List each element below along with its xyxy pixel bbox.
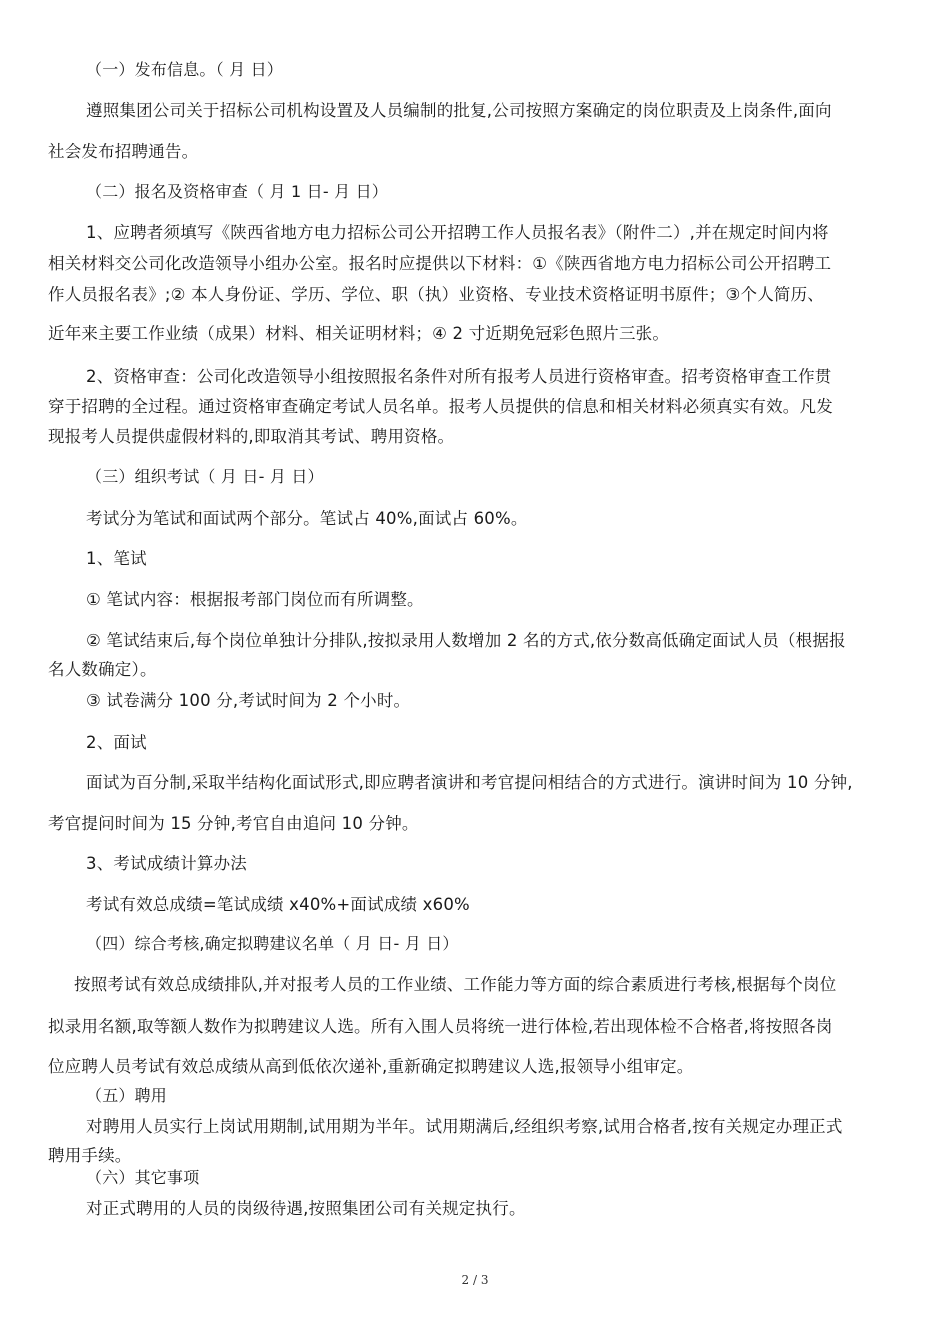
paragraph-line: 1、应聘者须填写《陕西省地方电力招标公司公开招聘工作人员报名表》（附件二）,并在规定时间内将 <box>86 223 829 242</box>
subheading-written-test: 1、笔试 <box>86 549 147 568</box>
paragraph-line: 相关材料交公司化改造领导小组办公室。报名时应提供以下材料：①《陕西省地方电力招标公司公开招聘工 <box>48 254 832 273</box>
heading-registration: （二）报名及资格审查（ 月 1 日- 月 日） <box>86 182 388 201</box>
paragraph-line: 位应聘人员考试有效总成绩从高到低依次递补,重新确定拟聘建议人选,报领导小组审定。 <box>48 1057 694 1076</box>
paragraph-line: 近年来主要工作业绩（成果）材料、相关证明材料；④ 2 寸近期免冠彩色照片三张。 <box>48 324 670 343</box>
page-number: 2 / 3 <box>461 1273 489 1287</box>
paragraph-line: 现报考人员提供虚假材料的,即取消其考试、聘用资格。 <box>48 427 455 446</box>
paragraph-line: 拟录用名额,取等额人数作为拟聘建议人选。所有入围人员将统一进行体检,若出现体检不合格者,将按照各岗 <box>48 1017 833 1036</box>
list-item: ② 笔试结束后,每个岗位单独计分排队,按拟录用人数增加 2 名的方式,依分数高低确定面试人员（根据报 <box>86 631 846 650</box>
heading-publish-info: （一）发布信息。（ 月 日） <box>86 60 283 79</box>
paragraph-line: 名人数确定）。 <box>48 660 157 679</box>
paragraph-line: 考官提问时间为 15 分钟,考官自由追问 10 分钟。 <box>48 814 419 833</box>
paragraph-line: 遵照集团公司关于招标公司机构设置及人员编制的批复,公司按照方案确定的岗位职责及上岗条件,面向 <box>86 101 832 120</box>
heading-assessment: （四）综合考核,确定拟聘建议名单（ 月 日- 月 日） <box>86 934 459 953</box>
paragraph-line: 社会发布招聘通告。 <box>48 142 199 161</box>
paragraph-line: 考试分为笔试和面试两个部分。笔试占 40%,面试占 60%。 <box>86 509 528 528</box>
formula-line: 考试有效总成绩=笔试成绩 x40%+面试成绩 x60% <box>86 895 470 914</box>
paragraph-line: 对正式聘用的人员的岗级待遇,按照集团公司有关规定执行。 <box>86 1199 526 1218</box>
paragraph-line: 作人员报名表》;② 本人身份证、学历、学位、职（执）业资格、专业技术资格证明书原件；③个人简历、 <box>48 285 824 304</box>
heading-employment: （五）聘用 <box>86 1086 168 1105</box>
paragraph-line: 面试为百分制,采取半结构化面试形式,即应聘者演讲和考官提问相结合的方式进行。演讲时间为 10 分钟, <box>86 773 853 792</box>
paragraph-line: 按照考试有效总成绩排队,并对报考人员的工作业绩、工作能力等方面的综合素质进行考核,根据每个岗位 <box>74 975 837 994</box>
paragraph-line: 2、资格审查：公司化改造领导小组按照报名条件对所有报考人员进行资格审查。招考资格审查工作贯 <box>86 367 832 386</box>
heading-other-matters: （六）其它事项 <box>86 1168 200 1187</box>
paragraph-line: 聘用手续。 <box>48 1146 132 1165</box>
paragraph-line: 穿于招聘的全过程。通过资格审查确定考试人员名单。报考人员提供的信息和相关材料必须真实有效。凡发 <box>48 397 833 416</box>
subheading-score-calculation: 3、考试成绩计算办法 <box>86 854 247 873</box>
paragraph-line: 对聘用人员实行上岗试用期制,试用期为半年。试用期满后,经组织考察,试用合格者,按有关规定办理正式 <box>86 1117 843 1136</box>
subheading-interview: 2、面试 <box>86 733 147 752</box>
list-item: ③ 试卷满分 100 分,考试时间为 2 个小时。 <box>86 691 411 710</box>
heading-exam: （三）组织考试（ 月 日- 月 日） <box>86 467 324 486</box>
list-item: ① 笔试内容：根据报考部门岗位而有所调整。 <box>86 590 424 609</box>
